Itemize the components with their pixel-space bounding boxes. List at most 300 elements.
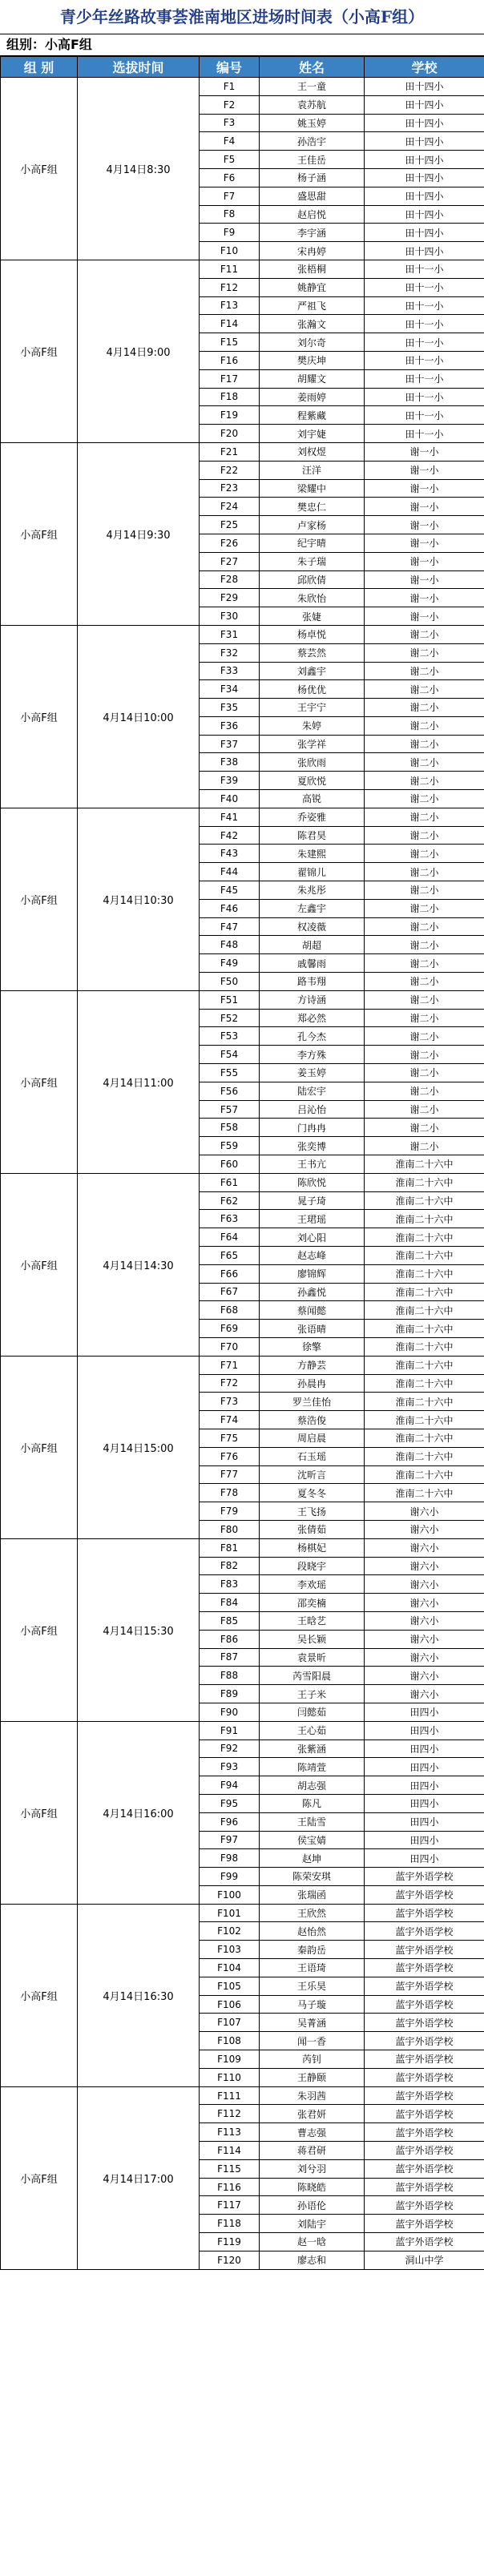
cell-name: 路韦翔	[260, 973, 365, 991]
cell-name: 朱羽茜	[260, 2086, 365, 2105]
cell-time: 4月14日9:30	[78, 442, 200, 625]
cell-name: 袁苏航	[260, 95, 365, 114]
cell-name: 芮雪阳晨	[260, 1667, 365, 1685]
cell-name: 廖志和	[260, 2251, 365, 2269]
cell-name: 张瀚文	[260, 315, 365, 333]
cell-name: 闫懿茹	[260, 1703, 365, 1721]
table-row	[1, 990, 484, 1009]
cell-school: 淮南二十六中	[365, 1429, 484, 1447]
cell-name: 王晗艺	[260, 1611, 365, 1630]
cell-name: 吴长颖	[260, 1630, 365, 1648]
cell-name: 孙语伦	[260, 2196, 365, 2215]
cell-name: 张瑞函	[260, 1885, 365, 1904]
cell-number: F98	[200, 1849, 260, 1868]
cell-school: 谢六小	[365, 1648, 484, 1667]
cell-school: 谢二小	[365, 699, 484, 717]
cell-time: 4月14日15:00	[78, 1356, 200, 1538]
cell-number: F108	[200, 2032, 260, 2050]
table-body	[1, 78, 484, 2270]
cell-number: F120	[200, 2251, 260, 2269]
cell-name: 夏欣悦	[260, 772, 365, 790]
cell-school: 谢二小	[365, 899, 484, 917]
table-header-row	[1, 57, 484, 78]
cell-name: 刘权煜	[260, 442, 365, 461]
cell-number: F43	[200, 845, 260, 863]
cell-school: 淮南二十六中	[365, 1210, 484, 1228]
cell-time: 4月14日10:30	[78, 808, 200, 990]
header-time: 选拔时间	[78, 57, 200, 78]
cell-school: 蓝宇外语学校	[365, 1885, 484, 1904]
cell-time: 4月14日17:00	[78, 2086, 200, 2269]
cell-group: 小高F组	[1, 808, 78, 990]
cell-name: 王心茹	[260, 1721, 365, 1740]
cell-name: 陈君昊	[260, 826, 365, 845]
cell-number: F80	[200, 1520, 260, 1538]
cell-time: 4月14日16:30	[78, 1904, 200, 2086]
table-row	[1, 78, 484, 96]
cell-name: 王语琦	[260, 1959, 365, 1977]
cell-number: F31	[200, 625, 260, 643]
cell-school: 淮南二十六中	[365, 1283, 484, 1301]
cell-school: 田十四小	[365, 205, 484, 224]
cell-name: 刘陆宇	[260, 2215, 365, 2233]
cell-name: 王子米	[260, 1685, 365, 1703]
cell-number: F94	[200, 1776, 260, 1795]
cell-school: 田十四小	[365, 224, 484, 242]
cell-number: F22	[200, 461, 260, 479]
cell-school: 田四小	[365, 1812, 484, 1831]
cell-name: 芮钊	[260, 2050, 365, 2069]
cell-number: F4	[200, 132, 260, 151]
cell-number: F119	[200, 2233, 260, 2251]
cell-school: 田十四小	[365, 78, 484, 96]
group-label: 组别：小高F组	[0, 34, 484, 56]
cell-name: 王书亢	[260, 1155, 365, 1174]
cell-school: 谢二小	[365, 716, 484, 735]
table-row	[1, 260, 484, 278]
cell-number: F84	[200, 1594, 260, 1612]
cell-school: 淮南二十六中	[365, 1374, 484, 1393]
cell-school: 蓝宇外语学校	[365, 2178, 484, 2196]
cell-school: 淮南二十六中	[365, 1228, 484, 1247]
cell-number: F45	[200, 881, 260, 900]
cell-school: 谢二小	[365, 772, 484, 790]
cell-school: 蓝宇外语学校	[365, 2123, 484, 2142]
header-number: 编号	[200, 57, 260, 78]
cell-name: 孙鑫悦	[260, 1283, 365, 1301]
cell-school: 蓝宇外语学校	[365, 2142, 484, 2160]
cell-school: 谢二小	[365, 845, 484, 863]
cell-number: F30	[200, 607, 260, 626]
cell-school: 谢二小	[365, 917, 484, 936]
cell-name: 张奕博	[260, 1137, 365, 1155]
cell-number: F66	[200, 1264, 260, 1283]
cell-name: 马子璇	[260, 1995, 365, 2014]
cell-time: 4月14日9:00	[78, 260, 200, 442]
cell-number: F83	[200, 1575, 260, 1594]
cell-name: 张梧桐	[260, 260, 365, 278]
cell-name: 樊忠仁	[260, 498, 365, 516]
cell-number: F15	[200, 333, 260, 352]
cell-school: 田十一小	[365, 296, 484, 315]
cell-number: F70	[200, 1337, 260, 1356]
cell-school: 淮南二十六中	[365, 1320, 484, 1338]
cell-name: 闻一香	[260, 2032, 365, 2050]
cell-school: 田四小	[365, 1794, 484, 1812]
cell-time: 4月14日16:00	[78, 1721, 200, 1904]
cell-number: F49	[200, 954, 260, 973]
cell-name: 廖锦辉	[260, 1264, 365, 1283]
cell-school: 田十一小	[365, 369, 484, 388]
cell-number: F112	[200, 2105, 260, 2123]
cell-school: 谢二小	[365, 863, 484, 881]
cell-school: 蓝宇外语学校	[365, 2068, 484, 2086]
cell-name: 朱欣怡	[260, 589, 365, 607]
cell-name: 赵启悦	[260, 205, 365, 224]
cell-number: F58	[200, 1119, 260, 1137]
cell-number: F74	[200, 1411, 260, 1429]
cell-number: F51	[200, 990, 260, 1009]
cell-school: 谢二小	[365, 662, 484, 680]
cell-school: 谢二小	[365, 1100, 484, 1119]
cell-name: 胡耀文	[260, 369, 365, 388]
cell-name: 梁耀中	[260, 479, 365, 498]
cell-name: 吕沁怡	[260, 1100, 365, 1119]
page-title: 青少年丝路故事荟淮南地区进场时间表（小高F组）	[59, 7, 425, 26]
cell-number: F1	[200, 78, 260, 96]
cell-name: 张婕	[260, 607, 365, 626]
cell-school: 田十一小	[365, 315, 484, 333]
cell-school: 谢二小	[365, 1064, 484, 1082]
cell-school: 谢一小	[365, 461, 484, 479]
cell-number: F95	[200, 1794, 260, 1812]
cell-number: F23	[200, 479, 260, 498]
cell-number: F39	[200, 772, 260, 790]
cell-name: 刘心阳	[260, 1228, 365, 1247]
cell-name: 张君妍	[260, 2105, 365, 2123]
cell-number: F118	[200, 2215, 260, 2233]
cell-school: 谢二小	[365, 1009, 484, 1027]
cell-number: F40	[200, 790, 260, 808]
cell-school: 蓝宇外语学校	[365, 1941, 484, 1959]
cell-name: 方诗涵	[260, 990, 365, 1009]
cell-number: F46	[200, 899, 260, 917]
cell-name: 曹志强	[260, 2123, 365, 2142]
cell-name: 王陆雪	[260, 1812, 365, 1831]
cell-number: F102	[200, 1922, 260, 1941]
cell-name: 蔡闻懿	[260, 1301, 365, 1320]
cell-name: 孙晨冉	[260, 1374, 365, 1393]
cell-time: 4月14日15:30	[78, 1538, 200, 1721]
cell-school: 淮南二十六中	[365, 1484, 484, 1502]
cell-school: 淮南二十六中	[365, 1356, 484, 1374]
cell-group: 小高F组	[1, 1173, 78, 1356]
cell-number: F76	[200, 1447, 260, 1465]
cell-school: 谢二小	[365, 808, 484, 826]
header-group: 组 别	[1, 57, 78, 78]
cell-number: F86	[200, 1630, 260, 1648]
cell-school: 谢一小	[365, 442, 484, 461]
cell-name: 翟锦儿	[260, 863, 365, 881]
cell-school: 田四小	[365, 1776, 484, 1795]
cell-name: 胡志强	[260, 1776, 365, 1795]
cell-school: 谢二小	[365, 753, 484, 772]
cell-school: 蓝宇外语学校	[365, 2233, 484, 2251]
cell-number: F24	[200, 498, 260, 516]
cell-school: 谢六小	[365, 1667, 484, 1685]
cell-school: 谢六小	[365, 1630, 484, 1648]
cell-name: 权凌薇	[260, 917, 365, 936]
cell-school: 田十四小	[365, 168, 484, 187]
table-row	[1, 1356, 484, 1374]
cell-number: F60	[200, 1155, 260, 1174]
cell-number: F5	[200, 151, 260, 169]
cell-school: 蓝宇外语学校	[365, 2196, 484, 2215]
cell-school: 蓝宇外语学校	[365, 1868, 484, 1886]
cell-school: 谢二小	[365, 973, 484, 991]
table-row	[1, 1904, 484, 1922]
cell-school: 淮南二十六中	[365, 1247, 484, 1265]
cell-school: 谢六小	[365, 1594, 484, 1612]
cell-number: F34	[200, 680, 260, 699]
cell-number: F93	[200, 1758, 260, 1776]
cell-school: 田十一小	[365, 333, 484, 352]
cell-school: 田四小	[365, 1849, 484, 1868]
cell-school: 田十一小	[365, 260, 484, 278]
cell-time: 4月14日14:30	[78, 1173, 200, 1356]
cell-number: F116	[200, 2178, 260, 2196]
cell-school: 谢二小	[365, 826, 484, 845]
cell-name: 王宇宁	[260, 699, 365, 717]
cell-name: 赵怡然	[260, 1922, 365, 1941]
cell-number: F109	[200, 2050, 260, 2069]
cell-number: F101	[200, 1904, 260, 1922]
cell-number: F82	[200, 1557, 260, 1575]
cell-name: 吴菁涵	[260, 2014, 365, 2032]
cell-number: F53	[200, 1027, 260, 1046]
cell-number: F25	[200, 516, 260, 534]
cell-number: F115	[200, 2159, 260, 2178]
cell-school: 谢二小	[365, 1119, 484, 1137]
cell-name: 王一童	[260, 78, 365, 96]
cell-number: F79	[200, 1502, 260, 1521]
cell-number: F35	[200, 699, 260, 717]
cell-school: 谢二小	[365, 1082, 484, 1100]
cell-number: F10	[200, 242, 260, 260]
cell-number: F87	[200, 1648, 260, 1667]
cell-name: 杨卓悦	[260, 625, 365, 643]
cell-school: 谢一小	[365, 552, 484, 570]
cell-name: 纪宇晴	[260, 534, 365, 552]
cell-number: F14	[200, 315, 260, 333]
cell-school: 淮南二十六中	[365, 1411, 484, 1429]
cell-number: F110	[200, 2068, 260, 2086]
cell-name: 邵奕楠	[260, 1594, 365, 1612]
cell-number: F29	[200, 589, 260, 607]
cell-number: F62	[200, 1191, 260, 1210]
cell-name: 赵志峰	[260, 1247, 365, 1265]
cell-name: 杨优优	[260, 680, 365, 699]
cell-number: F78	[200, 1484, 260, 1502]
cell-number: F20	[200, 425, 260, 443]
cell-number: F57	[200, 1100, 260, 1119]
cell-name: 姜玉婷	[260, 1064, 365, 1082]
cell-name: 赵一晗	[260, 2233, 365, 2251]
cell-school: 田十四小	[365, 187, 484, 205]
cell-number: F16	[200, 351, 260, 369]
cell-group: 小高F组	[1, 1538, 78, 1721]
cell-number: F9	[200, 224, 260, 242]
cell-school: 蓝宇外语学校	[365, 2032, 484, 2050]
cell-number: F114	[200, 2142, 260, 2160]
cell-name: 李宇涵	[260, 224, 365, 242]
cell-school: 淮南二十六中	[365, 1337, 484, 1356]
cell-number: F3	[200, 114, 260, 132]
cell-number: F100	[200, 1885, 260, 1904]
cell-name: 徐擎	[260, 1337, 365, 1356]
cell-school: 谢六小	[365, 1520, 484, 1538]
cell-group: 小高F组	[1, 990, 78, 1173]
cell-school: 谢二小	[365, 881, 484, 900]
cell-name: 严祖飞	[260, 296, 365, 315]
cell-group: 小高F组	[1, 1904, 78, 2086]
cell-school: 蓝宇外语学校	[365, 2086, 484, 2105]
cell-school: 田十四小	[365, 132, 484, 151]
cell-number: F103	[200, 1941, 260, 1959]
cell-number: F33	[200, 662, 260, 680]
cell-number: F92	[200, 1740, 260, 1758]
cell-school: 蓝宇外语学校	[365, 2215, 484, 2233]
cell-number: F59	[200, 1137, 260, 1155]
cell-number: F89	[200, 1685, 260, 1703]
cell-name: 邱欣倩	[260, 570, 365, 589]
cell-number: F36	[200, 716, 260, 735]
cell-name: 刘兮羽	[260, 2159, 365, 2178]
cell-name: 张学祥	[260, 735, 365, 753]
cell-school: 谢二小	[365, 735, 484, 753]
cell-number: F42	[200, 826, 260, 845]
cell-name: 程紫藏	[260, 406, 365, 425]
cell-name: 陈晓皓	[260, 2178, 365, 2196]
cell-name: 王乐昊	[260, 1977, 365, 1995]
cell-group: 小高F组	[1, 1721, 78, 1904]
cell-number: F111	[200, 2086, 260, 2105]
cell-number: F105	[200, 1977, 260, 1995]
cell-group: 小高F组	[1, 78, 78, 260]
cell-name: 姚玉婷	[260, 114, 365, 132]
cell-number: F73	[200, 1393, 260, 1411]
cell-school: 田四小	[365, 1740, 484, 1758]
cell-name: 陈靖萱	[260, 1758, 365, 1776]
cell-school: 蓝宇外语学校	[365, 1995, 484, 2014]
cell-number: F6	[200, 168, 260, 187]
cell-school: 谢一小	[365, 589, 484, 607]
cell-time: 4月14日10:00	[78, 625, 200, 808]
cell-number: F18	[200, 388, 260, 406]
cell-group: 小高F组	[1, 2086, 78, 2269]
cell-name: 汪洋	[260, 461, 365, 479]
cell-number: F50	[200, 973, 260, 991]
cell-school: 谢二小	[365, 954, 484, 973]
cell-name: 周启晨	[260, 1429, 365, 1447]
table-row	[1, 1538, 484, 1557]
cell-school: 田十四小	[365, 95, 484, 114]
cell-name: 孙浩宇	[260, 132, 365, 151]
cell-number: F117	[200, 2196, 260, 2215]
cell-name: 朱兆彤	[260, 881, 365, 900]
cell-number: F97	[200, 1831, 260, 1849]
cell-number: F107	[200, 2014, 260, 2032]
cell-school: 谢二小	[365, 1046, 484, 1064]
cell-school: 淮南二十六中	[365, 1465, 484, 1484]
cell-number: F91	[200, 1721, 260, 1740]
cell-name: 张紫涵	[260, 1740, 365, 1758]
cell-group: 小高F组	[1, 442, 78, 625]
cell-school: 谢六小	[365, 1538, 484, 1557]
cell-school: 田四小	[365, 1758, 484, 1776]
cell-name: 刘鑫宇	[260, 662, 365, 680]
cell-school: 谢六小	[365, 1685, 484, 1703]
cell-name: 陈凡	[260, 1794, 365, 1812]
cell-number: F81	[200, 1538, 260, 1557]
cell-school: 淮南二十六中	[365, 1393, 484, 1411]
cell-number: F28	[200, 570, 260, 589]
cell-number: F72	[200, 1374, 260, 1393]
cell-name: 李方殊	[260, 1046, 365, 1064]
cell-name: 朱建熙	[260, 845, 365, 863]
table-row	[1, 1721, 484, 1740]
cell-name: 杨子涵	[260, 168, 365, 187]
header-name: 姓名	[260, 57, 365, 78]
table-row	[1, 2086, 484, 2105]
cell-school: 洞山中学	[365, 2251, 484, 2269]
cell-name: 宋冉婷	[260, 242, 365, 260]
cell-school: 谢二小	[365, 936, 484, 954]
cell-school: 田四小	[365, 1703, 484, 1721]
cell-name: 戚馨雨	[260, 954, 365, 973]
cell-name: 蔡芸然	[260, 643, 365, 662]
cell-number: F104	[200, 1959, 260, 1977]
cell-number: F56	[200, 1082, 260, 1100]
cell-school: 田十四小	[365, 114, 484, 132]
cell-number: F26	[200, 534, 260, 552]
cell-number: F7	[200, 187, 260, 205]
cell-school: 田四小	[365, 1721, 484, 1740]
cell-number: F13	[200, 296, 260, 315]
cell-number: F27	[200, 552, 260, 570]
cell-name: 李欢瑶	[260, 1575, 365, 1594]
cell-group: 小高F组	[1, 260, 78, 442]
cell-number: F69	[200, 1320, 260, 1338]
cell-name: 乔姿雅	[260, 808, 365, 826]
cell-name: 门冉冉	[260, 1119, 365, 1137]
cell-number: F48	[200, 936, 260, 954]
cell-school: 田十一小	[365, 351, 484, 369]
cell-name: 姚静宜	[260, 278, 365, 296]
cell-school: 淮南二十六中	[365, 1301, 484, 1320]
cell-number: F47	[200, 917, 260, 936]
cell-number: F38	[200, 753, 260, 772]
cell-school: 谢二小	[365, 1027, 484, 1046]
cell-name: 方静芸	[260, 1356, 365, 1374]
cell-name: 秦韵岳	[260, 1941, 365, 1959]
cell-number: F99	[200, 1868, 260, 1886]
cell-name: 蒋君研	[260, 2142, 365, 2160]
cell-name: 石玉瑶	[260, 1447, 365, 1465]
cell-number: F61	[200, 1173, 260, 1191]
cell-school: 田十四小	[365, 242, 484, 260]
cell-group: 小高F组	[1, 625, 78, 808]
